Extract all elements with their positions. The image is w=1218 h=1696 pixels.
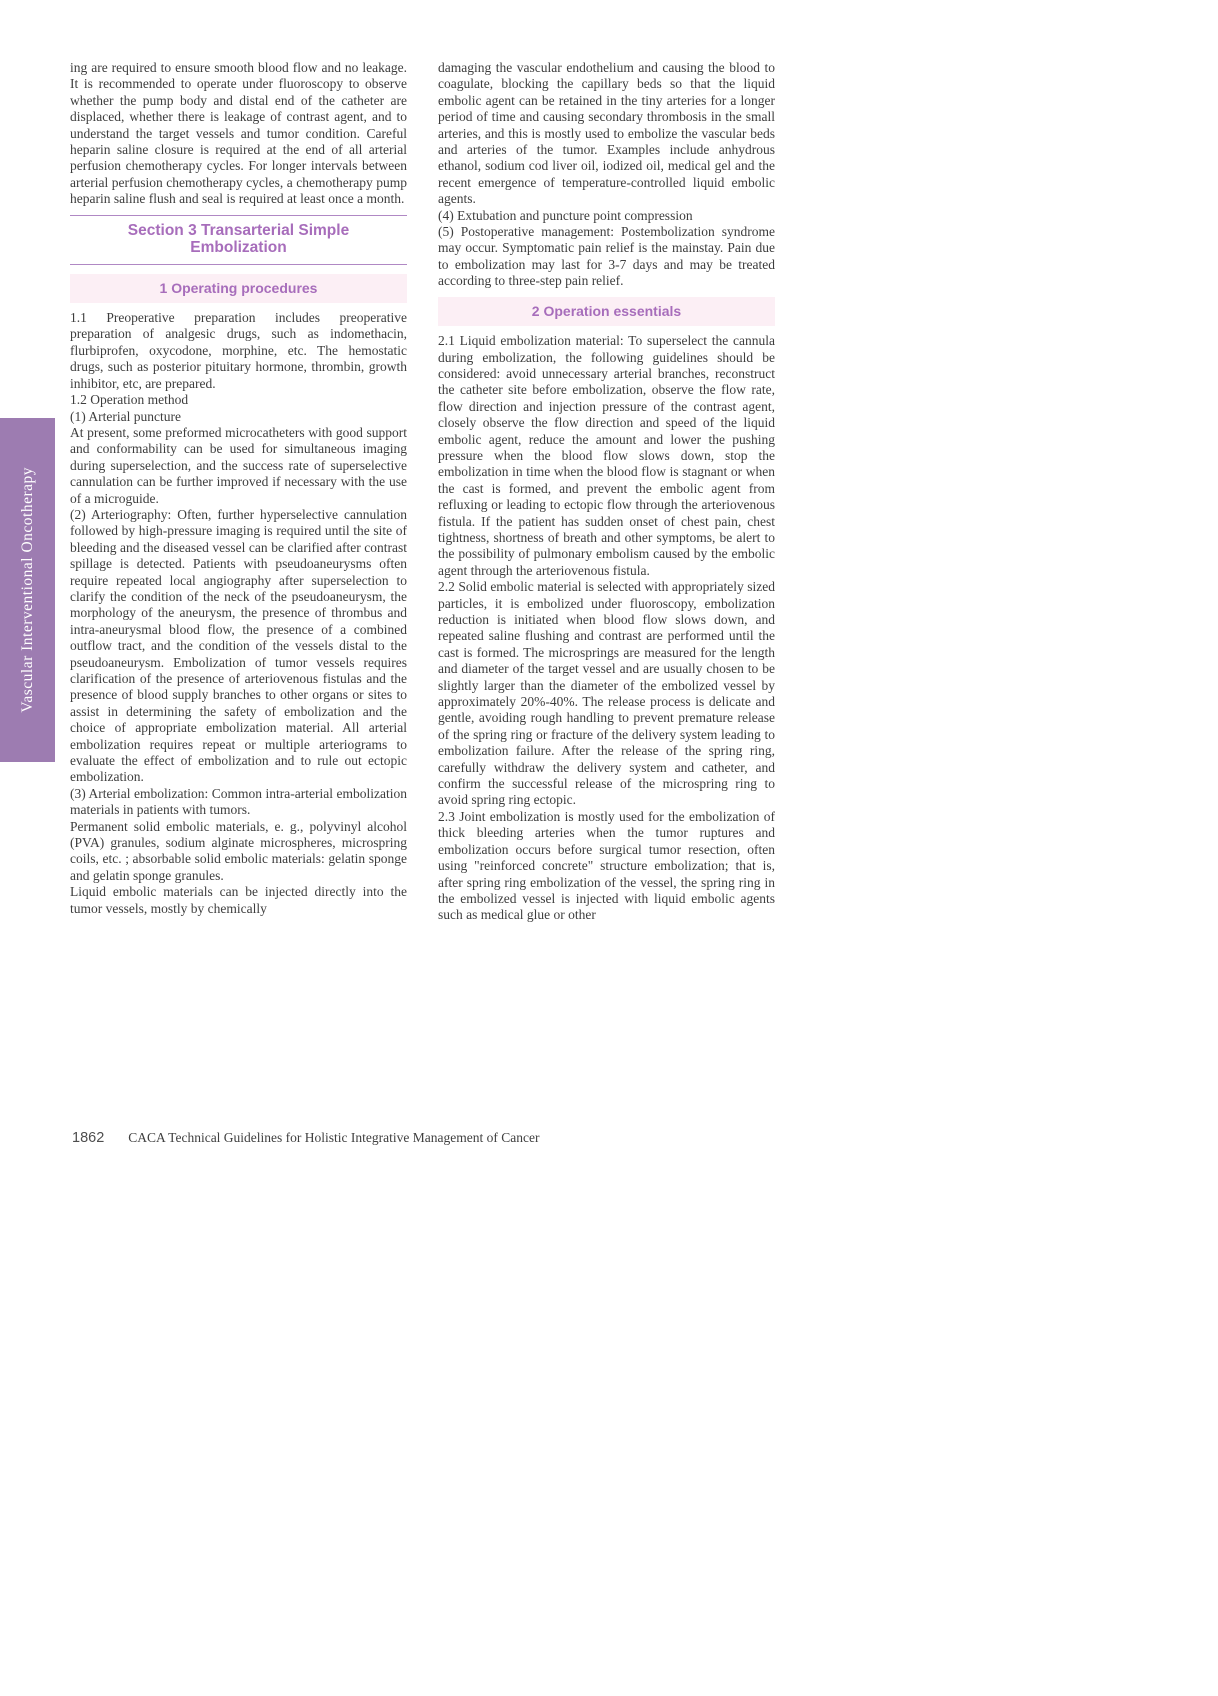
paragraph: 2.3 Joint embolization is mostly used for the embolization of thick bleeding arteries when the tumor ruptures and embolization occurs before surgical tumor resection, often using "reinforced concrete" structure embolization; that is, after spring ring embolization of the vessel, the spring ring in the embolized vessel is injected with liquid embolic agents such as medical glue or other	[438, 808, 775, 923]
paragraph: 1.2 Operation method	[70, 392, 189, 408]
paragraph: 2.2 Solid embolic material is selected with appropriately sized particles, it is embolized under fluoroscopy, embolization reduction is initiated when blood flow slows down, and repeated saline flushing and contrast are performed until the cast is formed. The microsprings are measured for the length and diameter of the target vessel and are usually chosen to be slightly larger than the diameter of the embolized vessel by approximately 20%-40%. The release process is delicate and gentle, avoiding rough handling to prevent premature release of the spring ring or fracture of the delivery system leading to embolization failure. After the release of the spring ring, carefully withdraw the delivery system and catheter, and confirm the successful release of the microspring ring to avoid spring ring ectopic.	[438, 579, 775, 808]
paragraph: Permanent solid embolic materials, e. g., polyvinyl alcohol (PVA) granules, sodium alginate microspheres, microspring coils, etc. ; absorbable solid embolic materials: gelatin sponge and gelatin sponge granules.	[70, 818, 407, 883]
continuation-paragraph: ing are required to ensure smooth blood flow and no leakage. It is recommended to operate under fluoroscopy to observe whether the pump body and distal end of the catheter are displaced, whether there is leakage of contrast agent, and to understand the target vessels and tumor condition. Careful heparin saline closure is required at the end of all arterial perfusion chemotherapy cycles. For longer intervals between arterial perfusion chemotherapy cycles, a chemotherapy pump heparin saline flush and seal is required at least once a month.	[70, 60, 407, 207]
subsection-heading-operation-essentials: 2 Operation essentials	[438, 297, 775, 326]
section-heading-block	[70, 215, 407, 265]
right-column-paragraphs	[438, 333, 775, 924]
paragraph: (4) Extubation and puncture point compression	[438, 207, 693, 223]
page-number: 1862	[72, 1130, 105, 1146]
paragraph: (2) Arteriography: Often, further hyperselective cannulation followed by high-pressure imaging is required until the site of bleeding and the diseased vessel can be clarified after contrast spillage is detected. Patients with pseudoaneurysms often require repeated local angiography after superselection to clarify the condition of the neck of the pseudoaneurysm, the morphology of the aneurysm, the presence of thrombus and intra-aneurysmal blood flow, the presence of a combined outflow tract, and the condition of the vessels distal to the pseudoaneurysm. Embolization of tumor vessels requires clarification of the presence of arteriovenous fistulas and the presence of blood supply branches to other organs or sites to assist in determining the safety of embolization and the choice of appropriate embolization material. All arterial embolization requires repeat or multiple arteriograms to evaluate the effect of embolization and to rule out ectopic embolization.	[70, 506, 407, 785]
chapter-tab-label: Vascular Interventional Oncotherapy	[18, 467, 36, 713]
right-column-paragraphs-top	[438, 60, 775, 290]
paragraph: damaging the vascular endothelium and causing the blood to coagulate, blocking the capillary beds so that the liquid embolic agent can be retained in the tiny arteries for a longer period of time and causing secondary thrombosis in the small arteries, and this is mostly used to embolize the vascular beds and arteries of the tumor. Examples include anhydrous ethanol, sodium cod liver oil, iodized oil, medical gel and the recent emergence of temperature-controlled liquid embolic agents.	[438, 60, 775, 207]
paragraph: (1) Arterial puncture	[70, 408, 181, 424]
section-title: Section 3 Transarterial Simple Embolization	[127, 221, 350, 256]
paragraph: (3) Arterial embolization: Common intra-arterial embolization materials in patients with tumors.	[70, 785, 407, 818]
subsection-heading-operating-procedures: 1 Operating procedures	[70, 274, 407, 303]
page-body	[70, 60, 776, 924]
chapter-edge-tab	[0, 418, 55, 762]
running-book-title: CACA Technical Guidelines for Holistic Integrative Management of Cancer	[128, 1130, 540, 1145]
left-column	[70, 60, 407, 924]
paragraph: 2.1 Liquid embolization material: To superselect the cannula during embolization, the following guidelines should be considered: avoid unnecessary arterial branches, reconstruct the catheter site before embolization, observe the flow rate, flow direction and injection pressure of the contrast agent, closely observe the flow direction and speed of the liquid embolic agent, reduce the amount and lower the pushing pressure when the blood flow slows down, stop the embolization in time when the blood flow is stagnant or when the cast is formed, and prevent the embolic agent from refluxing or leading to ectopic flow through the arteriovenous fistula. If the patient has sudden onset of chest pain, chest tightness, shortness of breath and other symptoms, be alert to the possibility of pulmonary embolism caused by the embolic agent through the arteriovenous fistula.	[438, 333, 775, 578]
right-column	[438, 60, 775, 924]
paragraph: 1.1 Preoperative preparation includes preoperative preparation of analgesic drugs, such as indomethacin, flurbiprofen, oxycodone, morphine, etc. The hemostatic drugs, such as posterior pituitary hormone, thrombin, growth inhibitor, etc, are prepared.	[70, 310, 407, 391]
left-column-paragraphs	[70, 310, 407, 917]
paragraph: Liquid embolic materials can be injected directly into the tumor vessels, mostly by chemically	[70, 884, 407, 916]
paragraph: (5) Postoperative management: Postembolization syndrome may occur. Symptomatic pain relief is the mainstay. Pain due to embolization may last for 3-7 days and may be treated according to three-step pain relief.	[438, 224, 775, 289]
page-footer	[72, 1130, 539, 1146]
paragraph: At present, some preformed microcatheters with good support and conformability can be used for simultaneous imaging during superselection, and the success rate of superselective cannulation can be further improved if necessary with the use of a microguide.	[70, 424, 407, 506]
